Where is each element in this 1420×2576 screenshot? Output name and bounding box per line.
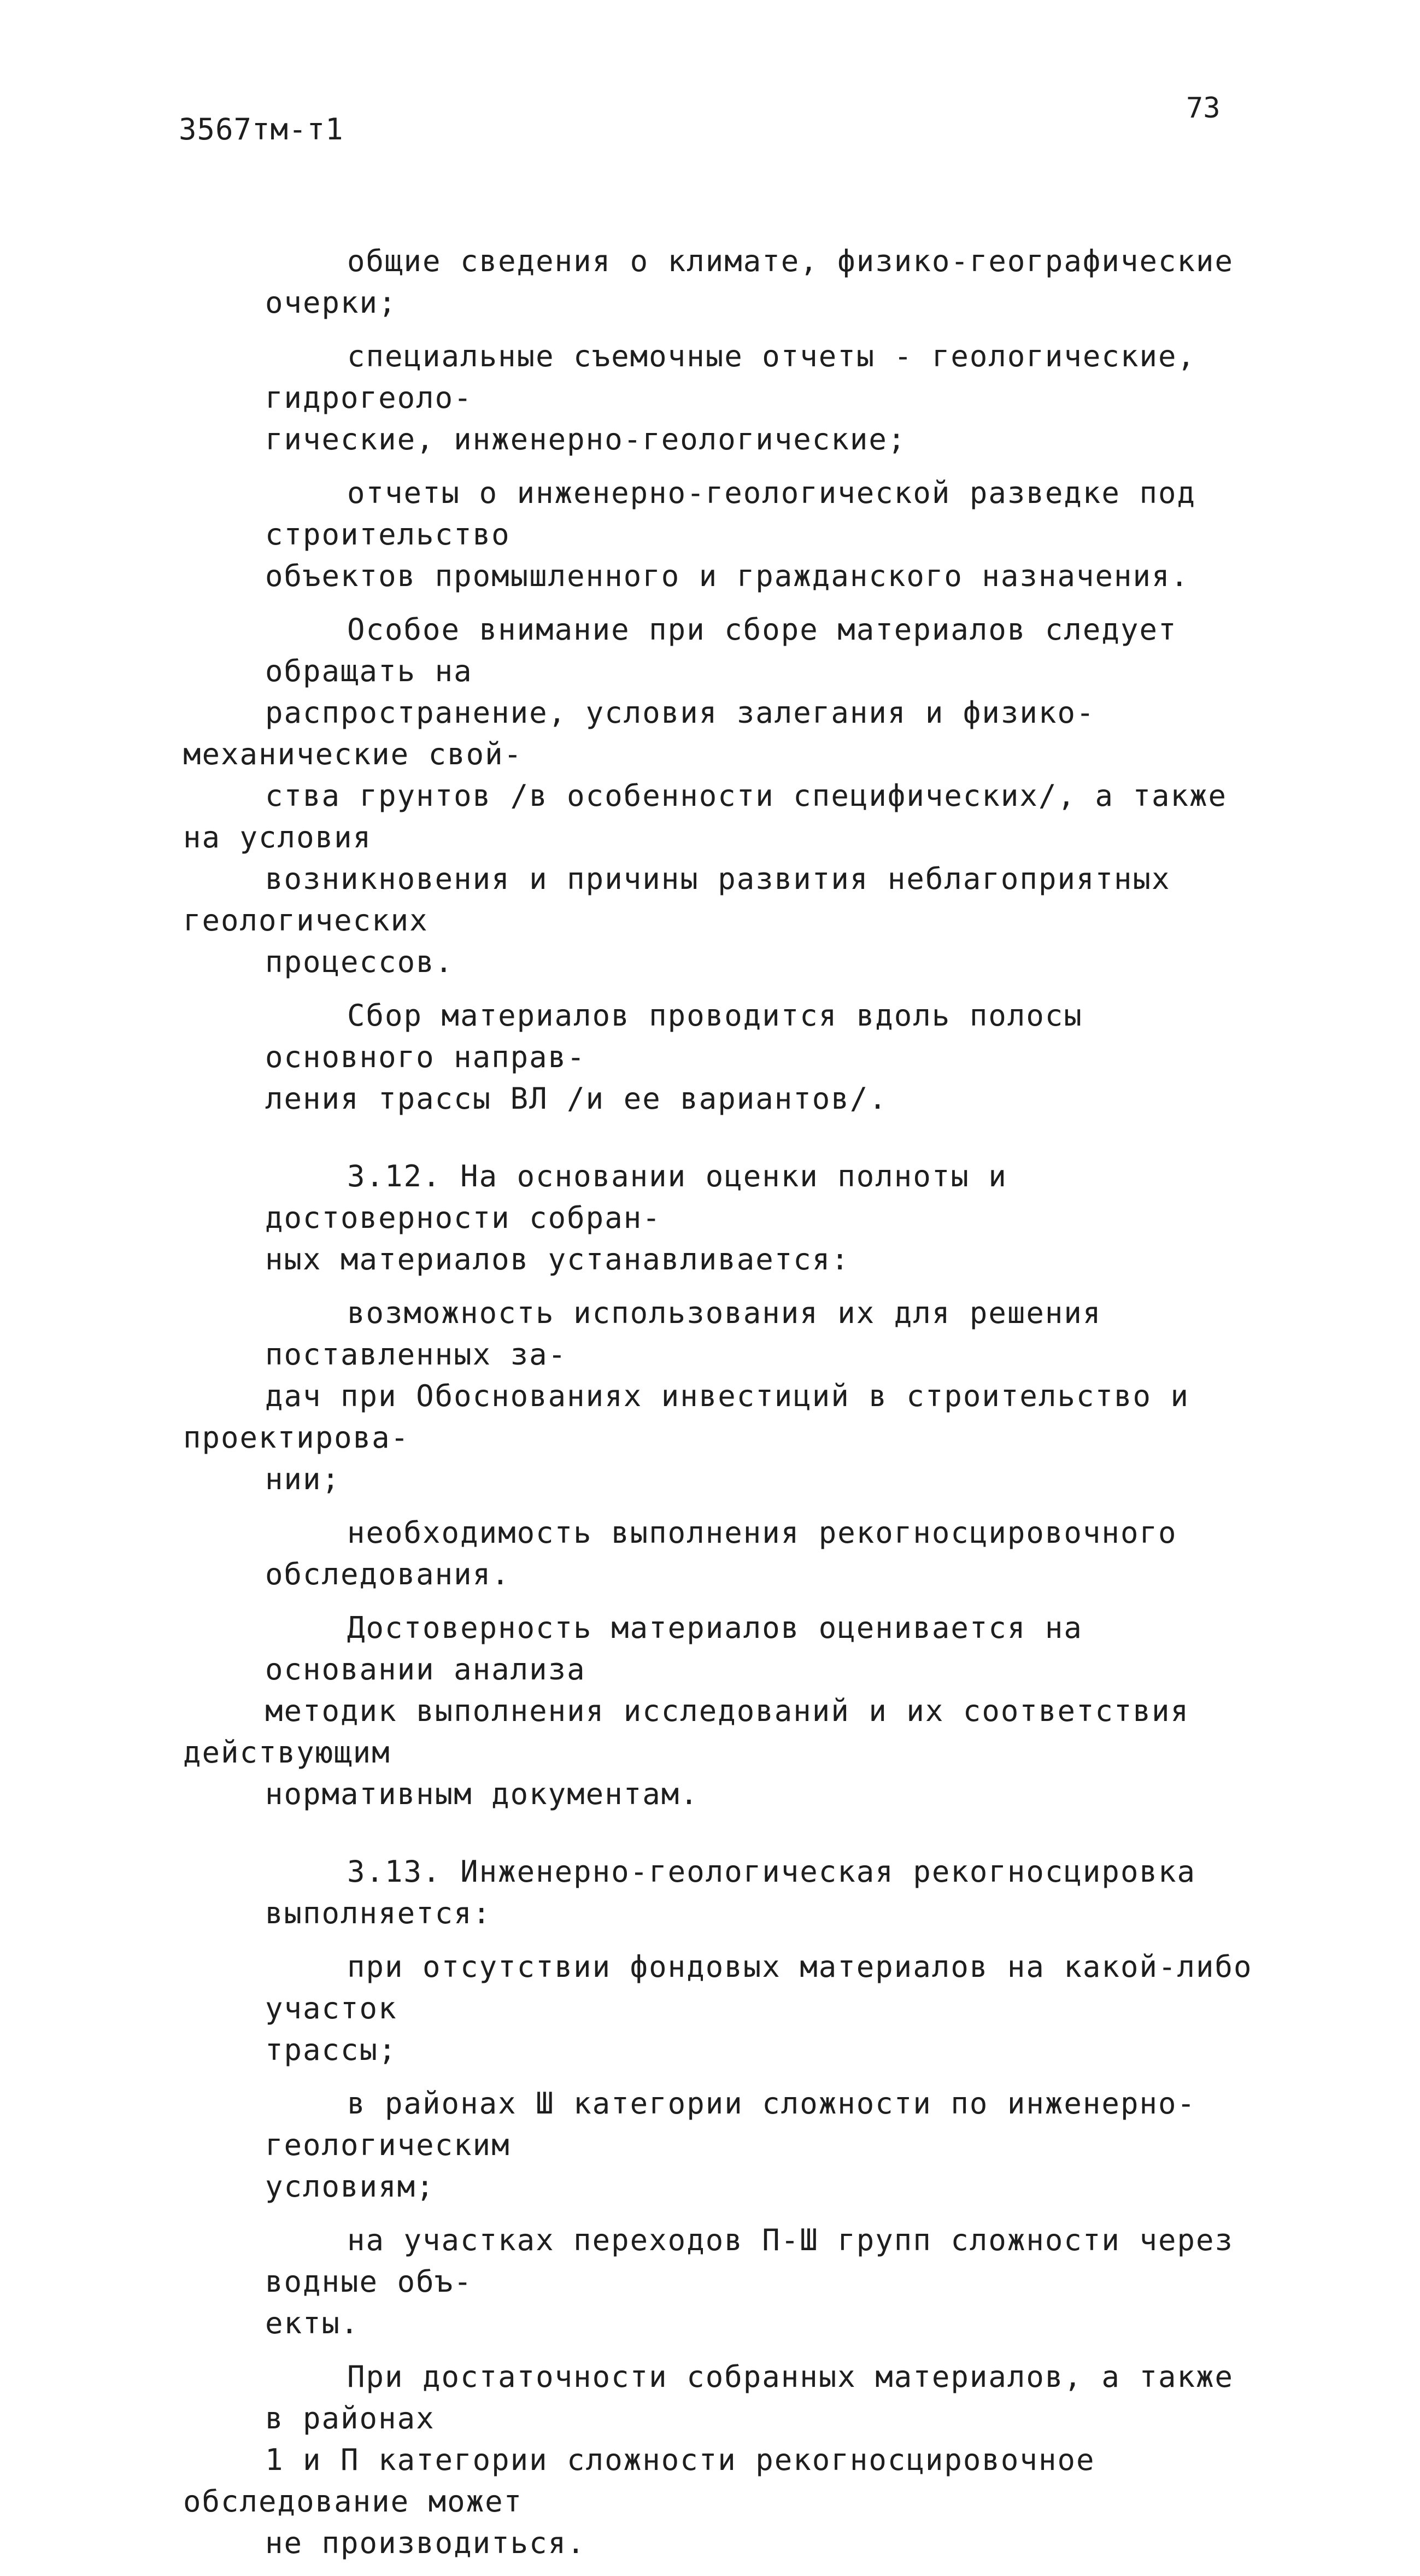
text-line: 3.13. Инженерно-геологическая рекогносцировка выполняется: [265, 1854, 1196, 1930]
document-body [183, 241, 1265, 2576]
text-line: в районах Ш категории сложности по инженерно-геологическим [265, 2086, 1196, 2162]
text-line: возникновения и причины развития неблагоприятных геологических [183, 862, 1171, 938]
page-number: 73 [1186, 92, 1221, 125]
document-id: 3567тм-т1 [179, 112, 344, 147]
paragraph-sufficiency [183, 2356, 1265, 2564]
text-line: возможность использования их для решения поставленных за- [265, 1296, 1102, 1372]
paragraph-survey-reports [183, 336, 1265, 460]
text-line: Особое внимание при сборе материалов следует обращать на [265, 612, 1177, 688]
text-line: 1 и П категории сложности рекогносцировочное обследование может [183, 2443, 1095, 2519]
paragraph-reliability [183, 1607, 1265, 1815]
text-line: нии; [265, 1462, 341, 1496]
text-line: общие сведения о климате, физико-географические очерки; [265, 244, 1234, 320]
paragraph-collection-route [183, 995, 1265, 1120]
section-3-12 [183, 1156, 1265, 1280]
text-line: ных материалов устанавливается: [265, 1242, 850, 1277]
text-line: условиям; [265, 2169, 435, 2204]
text-line: нормативным документам. [265, 1777, 699, 1811]
paragraph-no-fund-materials [183, 1946, 1265, 2071]
text-line: 3.12. На основании оценки полноты и достоверности собран- [265, 1159, 1007, 1235]
text-line: При достаточности собранных материалов, а также в районах [265, 2360, 1234, 2436]
paragraph-exploration-reports [183, 472, 1265, 597]
text-line: не производиться. [265, 2526, 586, 2560]
text-line: на участках переходов П-Ш групп сложности через водные объ- [265, 2223, 1234, 2299]
text-line: распространение, условия залегания и физико-механические свой- [183, 695, 1095, 771]
text-line: специальные съемочные отчеты - геологические, гидрогеоло- [265, 339, 1196, 415]
text-line: процессов. [265, 945, 454, 979]
paragraph-category-three [183, 2083, 1265, 2208]
text-line: методик выполнения исследований и их соответствия действующим [183, 1694, 1190, 1770]
text-line: екты. [265, 2306, 360, 2340]
text-line: ства грунтов /в особенности специфических/, а также на условия [183, 778, 1228, 854]
text-line: необходимость выполнения рекогносцировочного обследования. [265, 1515, 1177, 1591]
text-line: Сбор материалов проводится вдоль полосы основного направ- [265, 998, 1083, 1074]
paragraph-usage-possibility [183, 1292, 1265, 1500]
section-gap [183, 1132, 1265, 1156]
text-line: Достоверность материалов оценивается на основании анализа [265, 1611, 1083, 1687]
text-line: отчеты о инженерно-геологической разведке под строительство [265, 476, 1196, 552]
section-3-13 [183, 1851, 1265, 1934]
text-line: ления трассы ВЛ /и ее вариантов/. [265, 1081, 888, 1116]
text-line: при отсутствии фондовых материалов на какой-либо участок [265, 1949, 1253, 2025]
text-line: гические, инженерно-геологические; [265, 422, 907, 456]
section-gap [183, 1827, 1265, 1851]
paragraph-special-attention [183, 609, 1265, 983]
paragraph-climate-info [183, 241, 1265, 324]
text-line: трассы; [265, 2033, 397, 2067]
paragraph-survey-necessity [183, 1512, 1265, 1595]
text-line: дач при Обоснованиях инвестиций в строительство и проектирова- [183, 1379, 1190, 1455]
text-line: объектов промышленного и гражданского назначения. [265, 559, 1190, 593]
paragraph-water-crossings [183, 2220, 1265, 2344]
